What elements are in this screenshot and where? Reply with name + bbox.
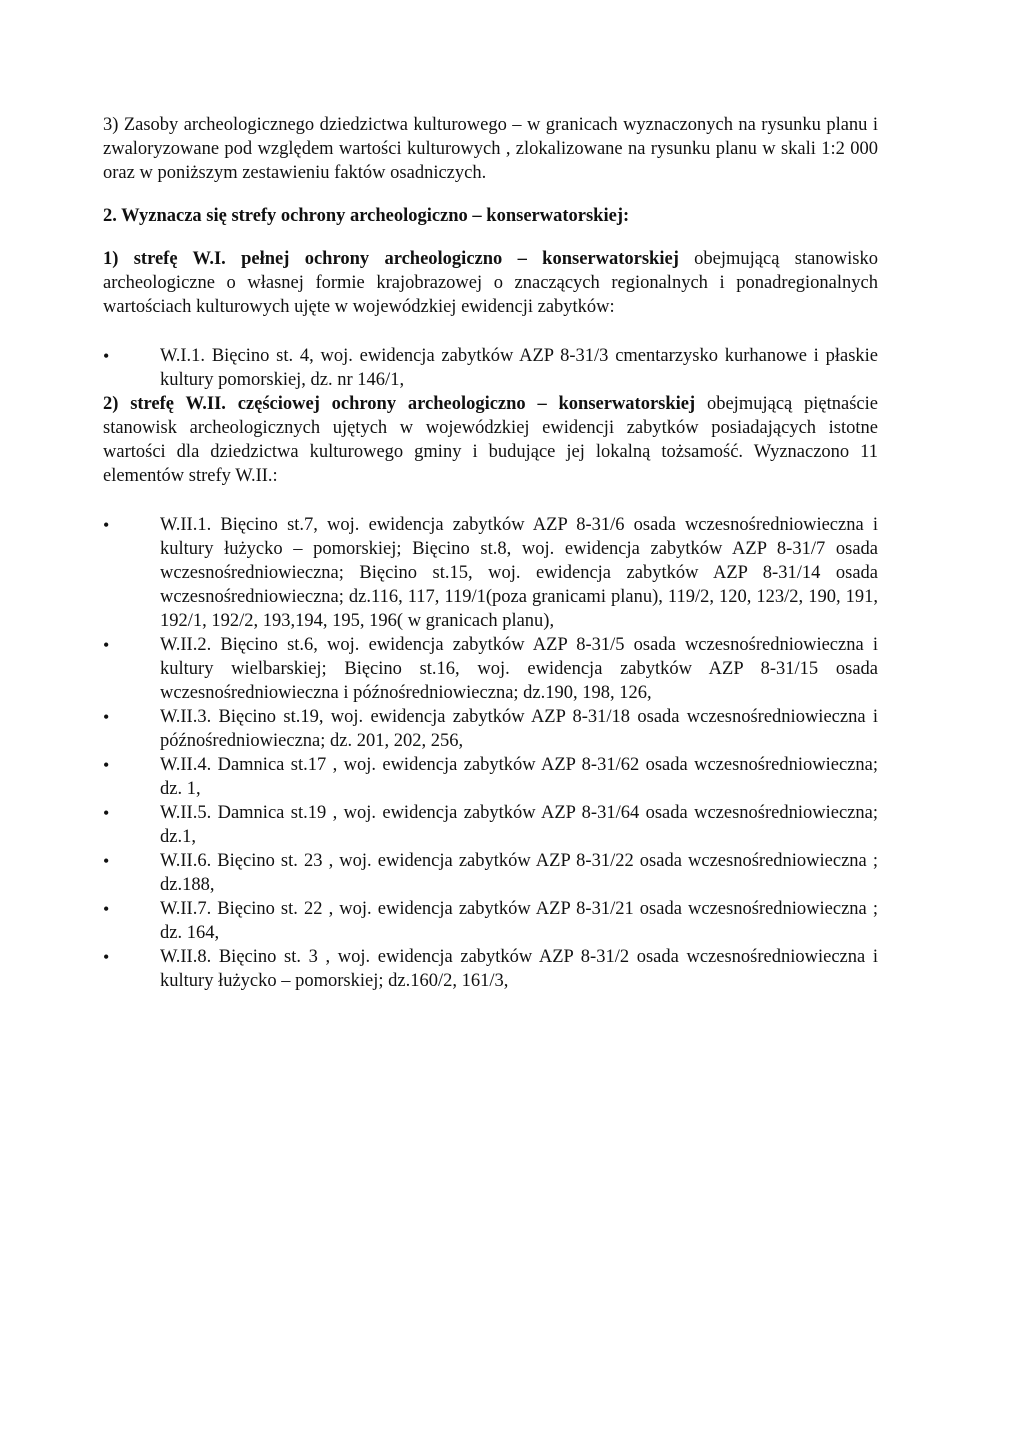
document-page [103, 113, 878, 993]
list-item [103, 705, 878, 753]
bullet-icon: • [103, 515, 110, 535]
list-item [103, 513, 878, 633]
zone-w1-lead: 1) strefę W.I. pełnej ochrony archeologiczno – konserwatorskiej [103, 249, 679, 269]
section-heading: 2. Wyznacza się strefy ochrony archeologiczno – konserwatorskiej: [103, 206, 630, 226]
list-item [103, 344, 878, 392]
list-item-text: W.II.4. Damnica st.17 , woj. ewidencja zabytków AZP 8-31/62 osada wczesnośredniowieczna; dz. 1, [160, 755, 878, 799]
list-item-text: W.II.8. Bięcino st. 3 , woj. ewidencja zabytków AZP 8-31/2 osada wczesnośredniowieczna i kultury łużycko – pomorskiej; dz.160/2, 161/3, [160, 947, 878, 991]
zone-w1-list [103, 344, 878, 392]
list-item-text: W.II.1. Bięcino st.7, woj. ewidencja zabytków AZP 8-31/6 osada wczesnośredniowieczna i kultury łużycko – pomorskiej; Bięcino st.8, woj. ewidencja zabytków AZP 8-31/7 osada wczesnośredniowieczna; Bięcino st.15, woj. ewidencja zabytków AZP 8-31/14 osada wczesnośredniowieczna; dz.116, 117, 119/1(poza granicami planu), 119/2, 120, 123/2, 190, 191, 192/1, 192/2, 193,194, 195, 196( w granicach planu), [160, 515, 878, 631]
zone-w2-lead: 2) strefę W.II. częściowej ochrony archeologiczno – konserwatorskiej [103, 394, 696, 414]
list-item [103, 633, 878, 705]
bullet-icon: • [103, 803, 110, 823]
bullet-icon: • [103, 707, 110, 727]
zone-w1-paragraph [103, 247, 878, 319]
bullet-icon: • [103, 635, 110, 655]
list-item [103, 753, 878, 801]
bullet-icon: • [103, 755, 110, 775]
list-item-text: W.II.5. Damnica st.19 , woj. ewidencja zabytków AZP 8-31/64 osada wczesnośredniowieczna; dz.1, [160, 803, 878, 847]
zone-w2-list [103, 513, 878, 993]
list-item [103, 801, 878, 849]
list-item [103, 849, 878, 897]
list-item-text: W.II.6. Bięcino st. 23 , woj. ewidencja zabytków AZP 8-31/22 osada wczesnośredniowieczna ; dz.188, [160, 851, 878, 895]
zone-w2-text: obejmującą piętnaście stanowisk archeologicznych ujętych w wojewódzkiej ewidencji zabytków posiadających istotne wartości dla dziedzictwa kulturowego gminy i budujące jej lokalną tożsamość. Wyznaczono 11 elementów strefy W.II.: [103, 394, 878, 486]
list-item-text: W.II.2. Bięcino st.6, woj. ewidencja zabytków AZP 8-31/5 osada wczesnośredniowieczna i kultury wielbarskiej; Bięcino st.16, woj. ewidencja zabytków AZP 8-31/15 osada wczesnośredniowieczna i późnośredniowieczna; dz.190, 198, 126, [160, 635, 878, 703]
bullet-icon: • [103, 851, 110, 871]
list-item [103, 945, 878, 993]
intro-paragraph: 3) Zasoby archeologicznego dziedzictwa kulturowego – w granicach wyznaczonych na rysunku planu i zwaloryzowane pod względem wartości kulturowych , zlokalizowane na rysunku planu w skali 1:2 000 oraz w poniższym zestawieniu faktów osadniczych. [103, 115, 878, 183]
list-item [103, 897, 878, 945]
list-item-text: W.II.7. Bięcino st. 22 , woj. ewidencja zabytków AZP 8-31/21 osada wczesnośredniowieczna ; dz. 164, [160, 899, 878, 943]
bullet-icon: • [103, 346, 110, 366]
bullet-icon: • [103, 899, 110, 919]
zone-w1-text: obejmującą stanowisko archeologiczne o własnej formie krajobrazowej o znaczących regionalnych i ponadregionalnych wartościach kulturowych ujęte w wojewódzkiej ewidencji zabytków: [103, 249, 879, 317]
list-item-text: W.II.3. Bięcino st.19, woj. ewidencja zabytków AZP 8-31/18 osada wczesnośredniowieczna i późnośredniowieczna; dz. 201, 202, 256, [160, 707, 878, 751]
list-item-text: W.I.1. Bięcino st. 4, woj. ewidencja zabytków AZP 8-31/3 cmentarzysko kurhanowe i płaskie kultury pomorskiej, dz. nr 146/1, [160, 346, 878, 390]
bullet-icon: • [103, 947, 110, 967]
zone-w2-paragraph [103, 392, 878, 488]
